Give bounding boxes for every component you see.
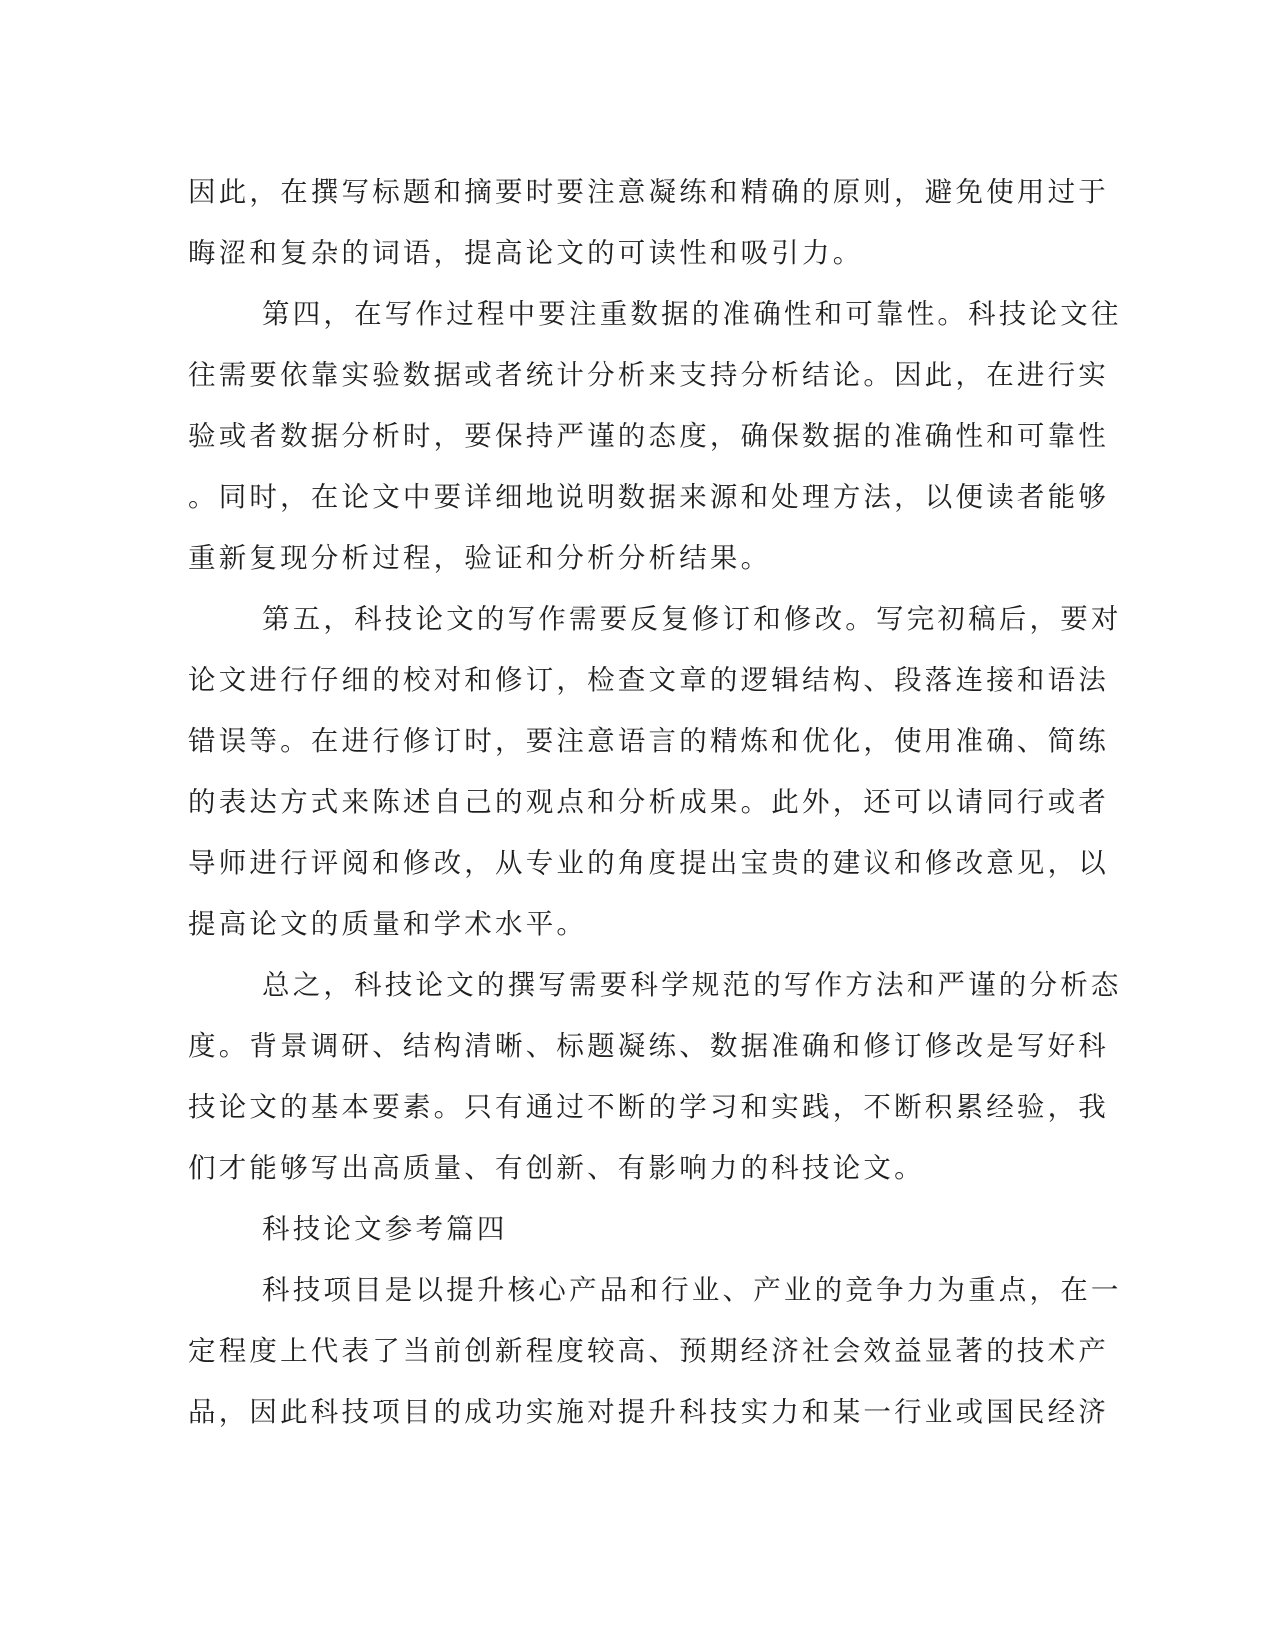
text-line: 论文进行仔细的校对和修订，检查文章的逻辑结构、段落连接和语法	[188, 664, 1109, 696]
paragraph-start-line: 第五，科技论文的写作需要反复修订和修改。写完初稿后，要对	[262, 603, 1122, 635]
section-heading: 科技论文参考篇四	[262, 1213, 508, 1245]
text-line: 因此，在撰写标题和摘要时要注意凝练和精确的原则，避免使用过于	[188, 176, 1109, 208]
text-line: 的表达方式来陈述自己的观点和分析成果。此外，还可以请同行或者	[188, 786, 1109, 818]
text-line: 导师进行评阅和修改，从专业的角度提出宝贵的建议和修改意见，以	[188, 847, 1109, 879]
text-line: 技论文的基本要素。只有通过不断的学习和实践，不断积累经验，我	[188, 1091, 1109, 1123]
text-line: 往需要依靠实验数据或者统计分析来支持分析结论。因此，在进行实	[188, 359, 1109, 391]
text-line: 错误等。在进行修订时，要注意语言的精炼和优化，使用准确、简练	[188, 725, 1109, 757]
text-line: 品，因此科技项目的成功实施对提升科技实力和某一行业或国民经济	[188, 1396, 1109, 1428]
text-line: 提高论文的质量和学术水平。	[188, 908, 588, 940]
text-line: 晦涩和复杂的词语，提高论文的可读性和吸引力。	[188, 237, 864, 269]
paragraph-start-line: 第四，在写作过程中要注重数据的准确性和可靠性。科技论文往	[262, 298, 1122, 330]
text-line: 定程度上代表了当前创新程度较高、预期经济社会效益显著的技术产	[188, 1335, 1109, 1367]
text-line: 们才能够写出高质量、有创新、有影响力的科技论文。	[188, 1152, 925, 1184]
text-line: 度。背景调研、结构清晰、标题凝练、数据准确和修订修改是写好科	[188, 1030, 1109, 1062]
paragraph-start-line: 科技项目是以提升核心产品和行业、产业的竞争力为重点，在一	[262, 1274, 1122, 1306]
body-text	[188, 162, 1122, 1443]
text-line: 验或者数据分析时，要保持严谨的态度，确保数据的准确性和可靠性	[188, 420, 1109, 452]
paragraph-start-line: 总之，科技论文的撰写需要科学规范的写作方法和严谨的分析态	[262, 969, 1122, 1001]
text-line: 。同时，在论文中要详细地说明数据来源和处理方法，以便读者能够	[188, 481, 1109, 513]
text-line: 重新复现分析过程，验证和分析分析结果。	[188, 542, 772, 574]
